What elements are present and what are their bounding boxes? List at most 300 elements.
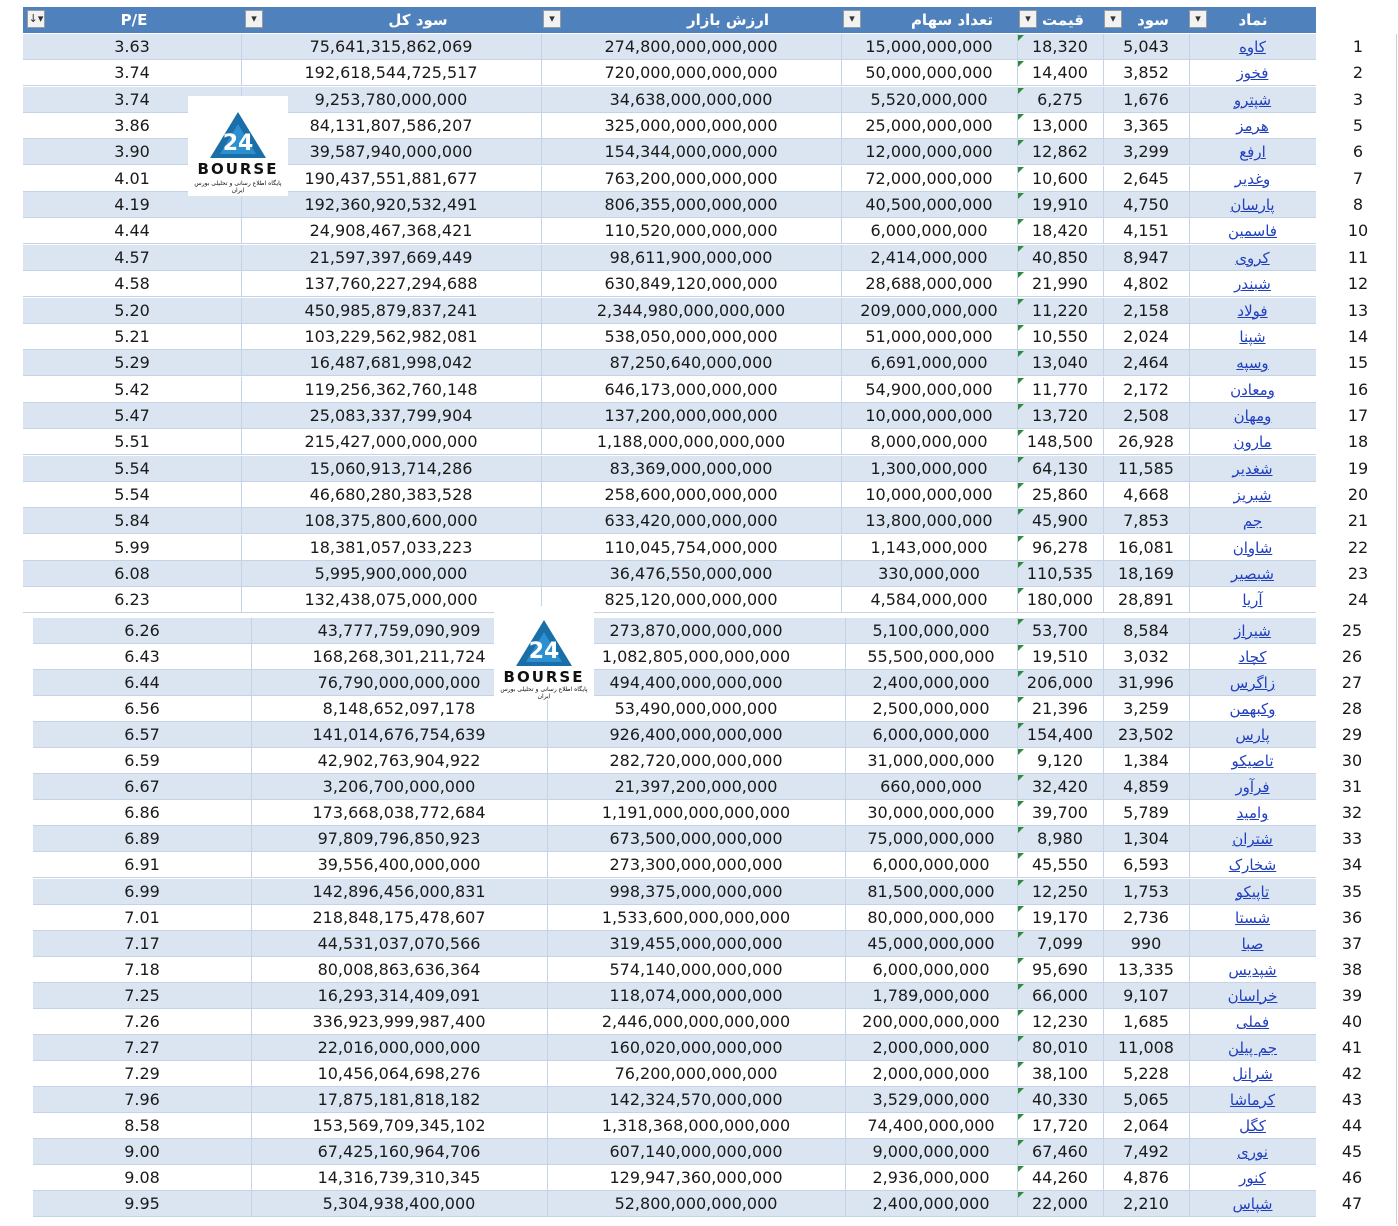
row-number: 20 [1347,484,1369,504]
symbol-cell[interactable] [1189,983,1316,1009]
symbol-cell[interactable] [1189,403,1316,429]
shares-cell: 330,000,000 [878,564,980,583]
symbol-link[interactable]: پارس [1235,726,1270,745]
eps-cell: 2,024 [1123,326,1169,346]
eps-cell: 16,081 [1118,537,1174,557]
cell-warning-marker [1018,827,1024,833]
symbol-cell[interactable] [1189,1139,1316,1165]
symbol-cell[interactable] [1189,508,1316,534]
shares-cell: 2,400,000,000 [872,673,990,693]
symbol-cell[interactable] [1189,377,1316,403]
cell-warning-marker [1018,588,1024,594]
total-profit-cell: 153,569,709,345,102 [312,1115,486,1135]
column-divider [241,456,242,482]
symbol-cell[interactable] [1189,561,1316,587]
market-value-cell: 160,020,000,000,000 [609,1037,783,1057]
symbol-cell[interactable] [1189,618,1316,644]
column-divider [841,429,842,455]
symbol-cell[interactable] [1189,1035,1316,1061]
column-divider [1103,324,1104,350]
row-number: 38 [1341,959,1363,979]
column-divider [1103,644,1104,670]
column-divider [541,508,542,534]
symbol-cell[interactable] [1189,192,1316,218]
shares-cell: 5,520,000,000 [870,89,988,109]
filter-dropdown-icon[interactable]: ▾ [245,10,263,28]
table-row [23,218,1316,244]
column-divider [841,34,842,60]
column-divider [1189,298,1190,324]
symbol-cell[interactable] [1189,644,1316,670]
table-row [33,1113,1316,1139]
price-cell: 9,120 [1037,751,1083,771]
price-cell: 19,510 [1032,647,1088,667]
cell-warning-marker [1018,351,1024,357]
symbol-link[interactable]: هرمز [1236,117,1269,136]
eps-cell: 2,508 [1123,405,1169,425]
price-cell: 21,396 [1032,699,1088,719]
column-divider [845,1087,846,1113]
symbol-link[interactable]: شرانل [1232,1064,1273,1083]
market-value-cell: 52,800,000,000,000 [614,1194,778,1214]
pe-cell: 6.08 [114,564,150,583]
total-profit-cell: 25,083,337,799,904 [309,405,473,425]
row-number: 44 [1341,1115,1363,1135]
shares-cell: 74,400,000,000 [867,1115,995,1135]
eps-cell: 6,593 [1123,855,1169,875]
eps-cell: 1,384 [1123,751,1169,771]
column-divider [845,1035,846,1061]
column-divider [1189,587,1190,613]
gridline [1396,34,1397,1224]
market-value-cell: 142,324,570,000,000 [609,1089,783,1109]
symbol-cell[interactable] [1189,535,1316,561]
symbol-cell[interactable] [1189,298,1316,324]
price-cell: 19,170 [1032,907,1088,927]
column-divider [841,298,842,324]
symbol-link[interactable]: شپنا [1239,327,1266,346]
symbol-link[interactable]: مارون [1233,433,1272,452]
price-cell: 44,260 [1032,1168,1088,1188]
symbol-link[interactable]: تاصیکو [1231,752,1274,771]
column-divider [547,1113,548,1139]
column-divider [1103,722,1104,748]
market-value-cell: 574,140,000,000,000 [609,959,783,979]
symbol-cell[interactable] [1189,774,1316,800]
symbol-link[interactable]: شبصیر [1231,565,1274,583]
column-divider [1189,508,1190,534]
symbol-cell[interactable] [1189,166,1316,192]
eps-cell: 1,304 [1123,829,1169,849]
column-divider [251,852,252,878]
shares-cell: 2,000,000,000 [872,1037,990,1057]
symbol-cell[interactable] [1189,139,1316,165]
price-cell: 19,910 [1032,195,1088,215]
pe-cell: 5.99 [114,537,150,557]
row-number: 45 [1341,1142,1363,1161]
total-profit-cell: 450,985,879,837,241 [304,300,478,320]
symbol-link[interactable]: شاوان [1232,538,1273,557]
pe-cell: 5.54 [114,458,150,478]
market-value-cell: 137,200,000,000,000 [604,405,778,425]
symbol-cell[interactable] [1189,245,1316,271]
eps-cell: 5,043 [1123,37,1169,56]
price-cell: 11,770 [1032,379,1088,399]
filter-dropdown-icon[interactable]: ▾ [1019,10,1037,28]
column-divider [1103,456,1104,482]
symbol-link[interactable]: خراسان [1227,986,1278,1005]
symbol-link[interactable]: فملی [1235,1012,1270,1031]
column-divider [845,644,846,670]
symbol-cell[interactable] [1189,87,1316,113]
column-divider [1103,957,1104,983]
column-divider [1103,350,1104,376]
symbol-cell[interactable] [1189,218,1316,244]
symbol-link[interactable]: ومهان [1233,406,1272,425]
column-divider [1189,826,1190,852]
column-divider [251,1009,252,1035]
row-number: 27 [1341,673,1363,693]
symbol-link[interactable]: شستا [1234,908,1271,927]
eps-cell: 990 [1130,933,1162,953]
column-divider [841,87,842,113]
column-divider [841,561,842,587]
symbol-link[interactable]: تاپیکو [1235,882,1270,901]
symbol-link[interactable]: صبا [1241,934,1264,953]
symbol-cell[interactable] [1189,350,1316,376]
row-number: 31 [1341,777,1363,797]
symbol-link[interactable]: شپدیس [1228,960,1277,979]
column-divider [1189,34,1190,60]
symbol-cell[interactable] [1189,748,1316,774]
header-shares: تعداد سهام [910,11,994,29]
symbol-cell[interactable] [1189,931,1316,957]
column-divider [845,957,846,983]
filter-dropdown-icon[interactable]: ▾ [1104,10,1122,28]
column-divider [845,1191,846,1217]
total-profit-cell: 141,014,676,754,639 [312,725,486,745]
table-row [33,696,1316,722]
column-divider [541,350,542,376]
pe-cell: 6.23 [114,590,150,610]
column-divider [241,218,242,244]
column-divider [845,800,846,826]
symbol-cell[interactable] [1189,60,1316,86]
sort-filter-icon[interactable]: ↓▾ [27,10,45,28]
shares-cell: 2,500,000,000 [872,699,990,719]
pe-cell: 5.47 [114,405,150,425]
symbol-cell[interactable] [1189,800,1316,826]
column-divider [547,774,548,800]
eps-cell: 11,585 [1118,458,1174,478]
column-divider [547,748,548,774]
table-row [33,644,1316,670]
column-divider [1103,218,1104,244]
column-divider [1103,1061,1104,1087]
row-number: 30 [1341,751,1363,771]
symbol-cell[interactable] [1189,456,1316,482]
cell-warning-marker [1018,457,1024,463]
column-divider [1189,983,1190,1009]
symbol-link[interactable]: کروی [1235,248,1270,267]
symbol-link[interactable]: شبریز [1233,485,1272,504]
column-divider [1103,587,1104,613]
table-row [33,983,1316,1009]
price-cell: 11,220 [1032,300,1088,320]
filter-dropdown-icon[interactable]: ▾ [543,10,561,28]
row-number: 5 [1352,116,1364,136]
table-row [23,34,1316,60]
column-divider [541,34,542,60]
column-divider [1189,60,1190,86]
column-divider [1189,1139,1190,1165]
eps-cell: 3,299 [1123,142,1169,162]
shares-cell: 8,000,000,000 [870,432,988,452]
symbol-link[interactable]: پارسان [1230,196,1275,215]
column-divider [1103,905,1104,931]
shares-cell: 5,100,000,000 [872,621,990,640]
market-value-cell: 538,050,000,000,000 [604,326,778,346]
symbol-link[interactable]: وامید [1236,804,1269,823]
shares-cell: 30,000,000,000 [867,803,995,823]
symbol-link[interactable]: ارفع [1239,143,1266,162]
column-divider [547,1009,548,1035]
symbol-cell[interactable] [1189,1009,1316,1035]
shares-cell: 3,529,000,000 [872,1089,990,1109]
symbol-link[interactable]: کچاد [1238,648,1267,667]
column-divider [241,561,242,587]
symbol-cell[interactable] [1189,482,1316,508]
symbol-link[interactable]: زاگرس [1229,674,1276,693]
market-value-cell: 34,638,000,000,000 [609,89,773,109]
market-value-cell: 806,355,000,000,000 [604,195,778,215]
symbol-link[interactable]: کنور [1239,1169,1266,1188]
symbol-link[interactable]: فولاد [1237,301,1268,320]
symbol-link[interactable]: وغدیر [1234,169,1271,188]
symbol-cell[interactable] [1189,34,1316,60]
column-divider [1189,748,1190,774]
table-row [33,722,1316,748]
symbol-cell[interactable] [1189,957,1316,983]
total-profit-cell: 18,381,057,033,223 [309,537,473,557]
column-divider [547,983,548,1009]
shares-cell: 31,000,000,000 [867,751,995,771]
symbol-link[interactable]: جم [1242,512,1263,531]
table-row [23,245,1316,271]
pe-cell: 5.42 [114,379,150,399]
symbol-link[interactable]: ومعادن [1230,380,1275,399]
eps-cell: 4,750 [1123,195,1169,215]
shares-cell: 6,691,000,000 [870,353,988,373]
symbol-link[interactable]: کرماشا [1229,1090,1276,1109]
table-row [33,618,1316,644]
market-value-cell: 825,120,000,000,000 [604,590,778,610]
price-cell: 67,460 [1032,1142,1088,1161]
symbol-link[interactable]: کگل [1239,1116,1266,1135]
column-divider [1189,429,1190,455]
total-profit-cell: 24,908,467,368,421 [309,221,473,241]
column-divider [541,298,542,324]
table-row [23,535,1316,561]
pe-cell: 6.99 [124,881,160,901]
symbol-cell[interactable] [1189,1087,1316,1113]
row-number: 42 [1341,1063,1363,1083]
column-divider [1103,34,1104,60]
cell-warning-marker [1018,801,1024,807]
row-number: 3 [1352,89,1364,109]
table-row [23,561,1316,587]
cell-warning-marker [1018,1192,1024,1198]
column-divider [251,670,252,696]
cell-warning-marker [1018,140,1024,146]
market-value-cell: 274,800,000,000,000 [604,37,778,56]
symbol-cell[interactable] [1189,587,1316,613]
column-divider [541,403,542,429]
symbol-link[interactable]: شخارک [1228,856,1277,875]
row-number: 7 [1352,168,1364,188]
column-divider [1189,800,1190,826]
eps-cell: 4,859 [1123,777,1169,797]
pe-cell: 6.59 [124,751,160,771]
shares-cell: 660,000,000 [880,777,982,797]
row-number: 40 [1341,1011,1363,1031]
symbol-cell[interactable] [1189,722,1316,748]
symbol-link[interactable]: وسپه [1236,354,1269,373]
column-divider [841,60,842,86]
symbol-link[interactable]: وکبهمن [1229,700,1276,719]
total-profit-cell: 75,641,315,862,069 [309,37,473,56]
market-value-cell: 926,400,000,000,000 [609,725,783,745]
cell-warning-marker [1018,1114,1024,1120]
symbol-link[interactable]: فرآور [1235,778,1270,797]
cell-warning-marker [1018,697,1024,703]
symbol-link[interactable]: کاوه [1239,38,1266,56]
column-divider [541,166,542,192]
table-row [23,456,1316,482]
symbol-link[interactable]: فاسمین [1228,222,1277,241]
row-number: 35 [1341,881,1363,901]
column-divider [841,245,842,271]
column-divider [541,377,542,403]
column-divider [841,324,842,350]
symbol-cell[interactable] [1189,324,1316,350]
symbol-link[interactable]: نوری [1237,1143,1268,1161]
pe-cell: 6.57 [124,725,160,745]
row-number: 22 [1347,537,1369,557]
column-divider [1103,1191,1104,1217]
cell-warning-marker [1018,723,1024,729]
symbol-link[interactable]: آریا [1242,591,1263,610]
price-cell: 32,420 [1032,777,1088,797]
total-profit-cell: 190,437,551,881,677 [304,168,478,188]
symbol-cell[interactable] [1189,879,1316,905]
symbol-cell[interactable] [1189,429,1316,455]
filter-dropdown-icon[interactable]: ▾ [843,10,861,28]
symbol-cell[interactable] [1189,271,1316,297]
total-profit-cell: 137,760,227,294,688 [304,274,478,294]
symbol-cell[interactable] [1189,852,1316,878]
column-divider [241,587,242,613]
column-divider [1103,800,1104,826]
symbol-cell[interactable] [1189,1165,1316,1191]
symbol-link[interactable]: شپاس [1232,1195,1273,1214]
column-divider [1103,113,1104,139]
column-divider [241,34,242,60]
column-divider [1189,403,1190,429]
cell-warning-marker [1018,404,1024,410]
column-divider [845,618,846,644]
symbol-cell[interactable] [1189,1113,1316,1139]
symbol-link[interactable]: شغدیر [1232,459,1273,478]
cell-warning-marker [1018,1010,1024,1016]
filter-dropdown-icon[interactable]: ▾ [1189,10,1207,28]
column-divider [251,1191,252,1217]
eps-cell: 4,802 [1123,274,1169,294]
cell-warning-marker [1018,483,1024,489]
symbol-link[interactable]: فخوز [1236,64,1269,83]
symbol-cell[interactable] [1189,113,1316,139]
symbol-cell[interactable] [1189,826,1316,852]
row-number: 6 [1352,142,1364,162]
column-divider [845,852,846,878]
total-profit-cell: 16,487,681,998,042 [309,353,473,373]
column-divider [241,298,242,324]
column-divider [541,60,542,86]
eps-cell: 28,891 [1118,590,1174,610]
cell-warning-marker [1018,246,1024,252]
column-divider [251,931,252,957]
total-profit-cell: 10,456,064,698,276 [317,1063,481,1083]
column-divider [251,1165,252,1191]
column-divider [845,983,846,1009]
table-row [33,1139,1316,1165]
column-divider [547,905,548,931]
price-cell: 40,330 [1032,1089,1088,1109]
symbol-link[interactable]: جم پیلن [1227,1038,1278,1057]
price-cell: 14,400 [1032,63,1088,83]
symbol-cell[interactable] [1189,1191,1316,1217]
cell-warning-marker [1018,536,1024,542]
shares-cell: 1,300,000,000 [870,458,988,478]
symbol-cell[interactable] [1189,905,1316,931]
symbol-link[interactable]: شیراز [1234,622,1271,640]
symbol-link[interactable]: شتران [1232,830,1273,849]
price-cell: 10,550 [1032,326,1088,346]
price-cell: 6,275 [1037,89,1083,109]
logo-tagline: پایگاه اطلاع رسانی و تحلیلی بورس ایران [500,686,588,700]
market-value-cell: 2,446,000,000,000,000 [601,1011,791,1031]
eps-cell: 13,335 [1118,959,1174,979]
cell-warning-marker [1018,299,1024,305]
cell-warning-marker [1018,509,1024,515]
symbol-cell[interactable] [1189,1061,1316,1087]
column-divider [547,1139,548,1165]
symbol-link[interactable]: شپترو [1233,90,1272,109]
symbol-cell[interactable] [1189,696,1316,722]
symbol-link[interactable]: شبندر [1234,275,1271,294]
pe-cell: 7.18 [124,959,160,979]
symbol-cell[interactable] [1189,670,1316,696]
column-divider [541,561,542,587]
column-divider [547,879,548,905]
cell-warning-marker [1018,749,1024,755]
bourse24-logo-icon [512,618,576,670]
header-row [23,7,1316,33]
column-divider [841,113,842,139]
shares-cell: 6,000,000,000 [872,959,990,979]
cell-warning-marker [1018,1036,1024,1042]
pe-cell: 6.89 [124,829,160,849]
